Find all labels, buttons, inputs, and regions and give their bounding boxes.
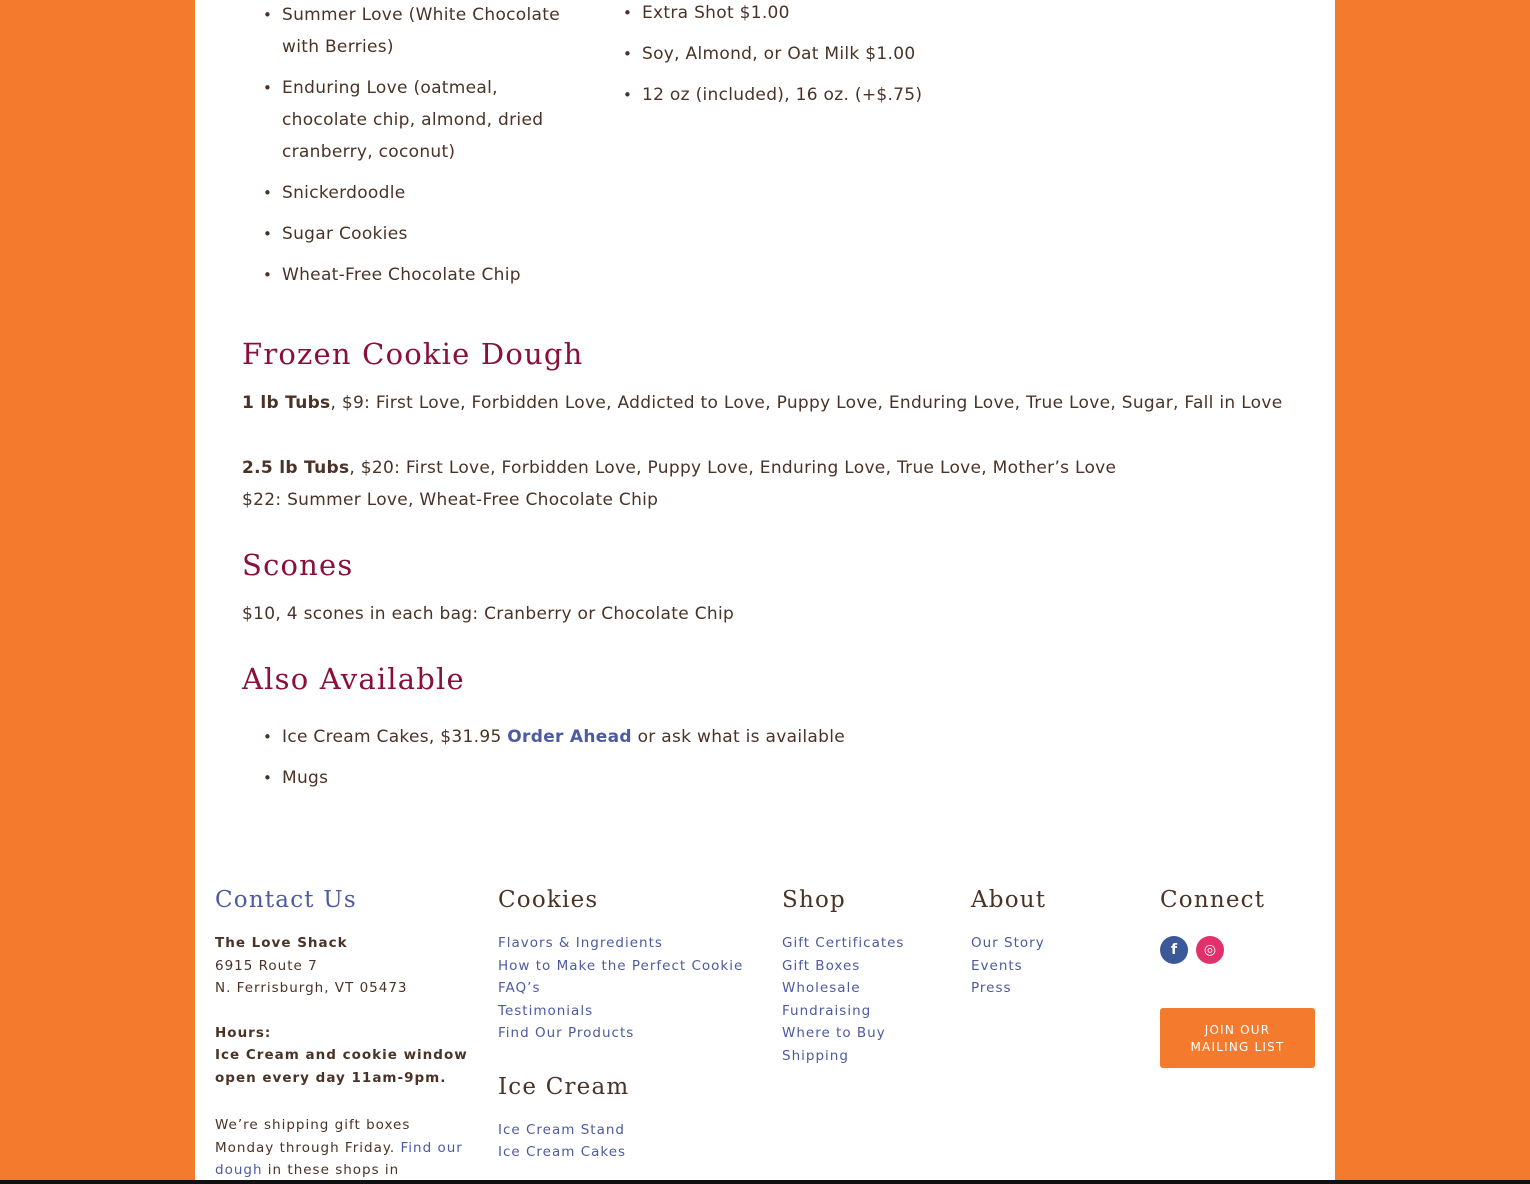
cake-post-text: or ask what is available — [631, 727, 845, 747]
about-heading: About — [971, 887, 1047, 913]
ice-cream-cakes-link[interactable]: Ice Cream Cakes — [498, 1144, 627, 1160]
list-item: • 12 oz (included), 16 oz. (+$.75) — [602, 79, 1002, 111]
flavors-link[interactable]: Flavors & Ingredients — [498, 935, 663, 951]
tub-25lb-label: 2.5 lb Tubs — [242, 458, 350, 478]
site-footer — [215, 880, 1315, 1180]
ice-cream-links — [498, 1119, 768, 1164]
shipping-line-1: We’re shipping gift boxes — [215, 1117, 411, 1133]
address-line-1: 6915 Route 7 — [215, 957, 318, 974]
list-item: • Wheat-Free Chocolate Chip — [242, 259, 572, 291]
contact-heading: Contact Us — [215, 887, 357, 913]
cake-text: Ice Cream Cakes, $31.95 — [282, 727, 508, 747]
frozen-dough-heading: Frozen Cookie Dough — [242, 337, 584, 371]
fundraising-link[interactable]: Fundraising — [782, 1002, 872, 1019]
footer-contact — [215, 880, 485, 1180]
gift-certificates-link[interactable]: Gift Certificates — [782, 935, 905, 951]
events-link[interactable]: Events — [971, 957, 1023, 974]
tub-1lb-text: , $9: First Love, Forbidden Love, Addicted to Love, Puppy Love, Enduring Love, True Love, Sugar, Fall in Love — [330, 393, 1283, 413]
hours-line-1-text: Ice Cream and cookie window — [215, 1047, 468, 1063]
instagram-icon[interactable]: ◎ — [1196, 936, 1224, 964]
our-story-link[interactable]: Our Story — [971, 935, 1045, 951]
footer-cookies — [498, 880, 768, 1164]
testimonials-link[interactable]: Testimonials — [498, 1002, 594, 1019]
join-label-1: JOIN OUR — [1204, 1023, 1271, 1037]
gift-boxes-link[interactable]: Gift Boxes — [782, 957, 861, 974]
shipping-post-text: in these shops in — [262, 1162, 400, 1178]
cookies-heading: Cookies — [498, 887, 599, 913]
about-links — [971, 932, 1151, 1000]
hours-line-2-text: open every day 11am-9pm. — [215, 1069, 447, 1086]
list-item: • Summer Love (White Chocolate with Berries) — [242, 0, 572, 63]
also-available-list — [242, 721, 1042, 803]
list-item — [242, 721, 1042, 753]
list-item: • Mugs — [242, 762, 1042, 794]
scones-heading: Scones — [242, 548, 354, 582]
hours-label-text: Hours: — [215, 1024, 272, 1041]
where-to-buy-link[interactable]: Where to Buy — [782, 1025, 886, 1041]
page-card — [195, 0, 1335, 1180]
hours-line-2 — [215, 1067, 485, 1090]
address-line-2: N. Ferrisburgh, VT 05473 — [215, 980, 408, 996]
scones-text: $10, 4 scones in each bag: Cranberry or Chocolate Chip — [242, 604, 735, 624]
shipping-line-3 — [215, 1159, 485, 1180]
ice-cream-stand-link[interactable]: Ice Cream Stand — [498, 1121, 625, 1138]
business-name-text: The Love Shack — [215, 935, 348, 951]
press-link[interactable]: Press — [971, 980, 1012, 996]
faqs-link[interactable]: FAQ’s — [498, 980, 541, 996]
cookies-links — [498, 932, 768, 1045]
tub-25lb-extra: $22: Summer Love, Wheat-Free Chocolate Chip — [242, 490, 659, 510]
shipping-link[interactable]: Shipping — [782, 1047, 849, 1064]
hours-line-1 — [215, 1044, 485, 1067]
perfect-cookie-link[interactable]: How to Make the Perfect Cookie — [498, 957, 744, 974]
tub-25lb-text: , $20: First Love, Forbidden Love, Puppy Love, Enduring Love, True Love, Mother’s Love — [349, 458, 1117, 478]
shop-links — [782, 932, 962, 1067]
shipping-text: Monday through Friday. — [215, 1139, 401, 1156]
social-icons — [1160, 936, 1320, 964]
tub-1lb-label: 1 lb Tubs — [242, 393, 331, 413]
footer-about — [971, 880, 1151, 1000]
bottom-edge — [0, 1180, 1530, 1184]
spacer — [215, 1089, 485, 1114]
list-item: • Soy, Almond, or Oat Milk $1.00 — [602, 38, 1002, 70]
business-name — [215, 932, 485, 955]
shipping-line-2 — [215, 1137, 485, 1160]
connect-heading: Connect — [1160, 887, 1266, 913]
list-item: • Snickerdoodle — [242, 177, 572, 209]
facebook-icon[interactable]: f — [1160, 936, 1188, 964]
join-label-2: MAILING LIST — [1190, 1040, 1285, 1054]
spacer — [215, 1000, 485, 1022]
order-ahead-link[interactable]: Order Ahead — [507, 727, 632, 747]
footer-shop — [782, 880, 962, 1067]
hours-label — [215, 1022, 485, 1045]
shop-heading: Shop — [782, 887, 846, 913]
list-item: • Enduring Love (oatmeal, chocolate chip, almond, dried cranberry, coconut) — [242, 72, 572, 168]
coffee-extras-list — [602, 0, 1002, 120]
find-dough-link[interactable]: Find our — [400, 1139, 463, 1156]
tub-1lb-line — [242, 387, 1283, 419]
tub-25lb-line — [242, 452, 1116, 484]
find-products-link[interactable]: Find Our Products — [498, 1025, 635, 1041]
find-dough-link-2[interactable]: dough — [215, 1162, 263, 1178]
also-available-heading: Also Available — [242, 662, 465, 696]
wholesale-link[interactable]: Wholesale — [782, 980, 861, 996]
cookies-list — [242, 0, 572, 300]
list-item: • Sugar Cookies — [242, 218, 572, 250]
ice-cream-heading: Ice Cream — [498, 1073, 630, 1100]
list-item: • Extra Shot $1.00 — [602, 0, 1002, 29]
join-mailing-list-button[interactable] — [1160, 1008, 1315, 1068]
footer-connect — [1160, 880, 1320, 1068]
